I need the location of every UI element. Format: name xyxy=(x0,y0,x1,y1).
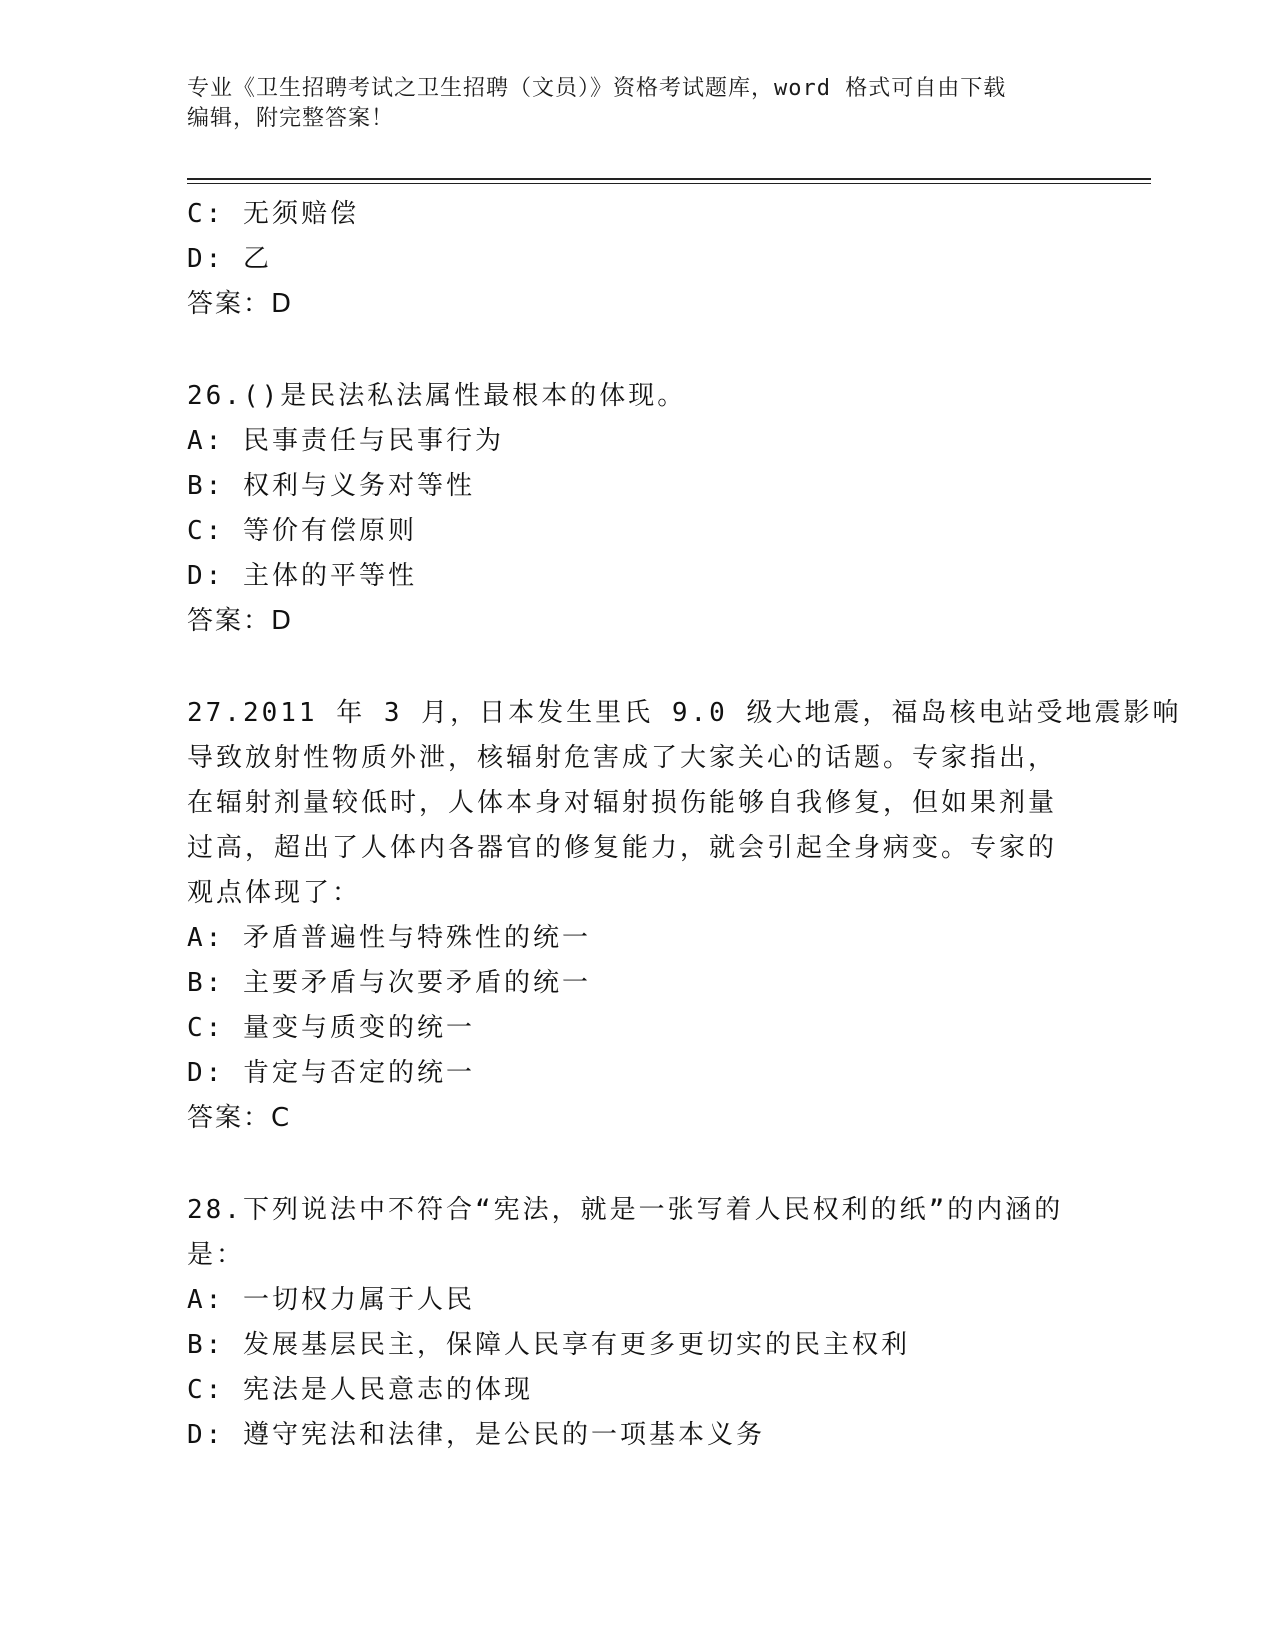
spacer xyxy=(187,1141,1087,1188)
option-b: B: 发展基层民主，保障人民享有更多更切实的民主权利 xyxy=(187,1330,910,1360)
option-c: C: 等价有偿原则 xyxy=(187,516,417,546)
question-stem: 26.()是民法私法属性最根本的体现。 xyxy=(187,381,687,411)
question-stem-line: 27.2011 年 3 月，日本发生里氏 9.0 级大地震，福岛核电站受地震影响 xyxy=(187,698,1182,728)
option-c: C: 量变与质变的统一 xyxy=(187,1013,475,1043)
question-stem-line: 过高，超出了人体内各器官的修复能力，就会引起全身病变。专家的 xyxy=(187,833,1058,863)
question-stem-line: 观点体现了： xyxy=(187,878,362,908)
page-header xyxy=(187,74,1087,134)
header-line-1: 专业《卫生招聘考试之卫生招聘（文员）》资格考试题库，word 格式可自由下载 xyxy=(187,76,1007,101)
question-stem-line: 28.下列说法中不符合“宪法，就是一张写着人民权利的纸”的内涵的 xyxy=(187,1195,1064,1225)
option-d: D: 遵守宪法和法律，是公民的一项基本义务 xyxy=(187,1420,765,1450)
option-d: D: 乙 xyxy=(187,244,272,274)
question-25-tail xyxy=(187,192,1087,327)
option-d: D: 肯定与否定的统一 xyxy=(187,1058,475,1088)
question-28 xyxy=(187,1188,1087,1458)
question-27 xyxy=(187,691,1182,1141)
question-stem-line: 导致放射性物质外泄，核辐射危害成了大家关心的话题。专家指出， xyxy=(187,743,1058,773)
option-c: C: 宪法是人民意志的体现 xyxy=(187,1375,533,1405)
answer-line: 答案：D xyxy=(187,289,294,319)
answer-line: 答案：C xyxy=(187,1103,292,1133)
option-a: A: 民事责任与民事行为 xyxy=(187,426,504,456)
option-b: B: 主要矛盾与次要矛盾的统一 xyxy=(187,968,591,998)
question-26 xyxy=(187,374,1087,644)
header-divider xyxy=(187,178,1151,184)
answer-line: 答案：D xyxy=(187,606,294,636)
option-a: A: 矛盾普遍性与特殊性的统一 xyxy=(187,923,591,953)
spacer xyxy=(187,644,1087,691)
question-stem-line: 在辐射剂量较低时，人体本身对辐射损伤能够自我修复，但如果剂量 xyxy=(187,788,1058,818)
option-d: D: 主体的平等性 xyxy=(187,561,417,591)
header-line-2: 编辑，附完整答案！ xyxy=(187,106,395,131)
option-b: B: 权利与义务对等性 xyxy=(187,471,475,501)
option-a: A: 一切权力属于人民 xyxy=(187,1285,475,1315)
question-stem-line: 是： xyxy=(187,1240,246,1270)
option-c: C: 无须赔偿 xyxy=(187,199,359,229)
spacer xyxy=(187,327,1087,374)
document-body xyxy=(187,192,1182,1458)
